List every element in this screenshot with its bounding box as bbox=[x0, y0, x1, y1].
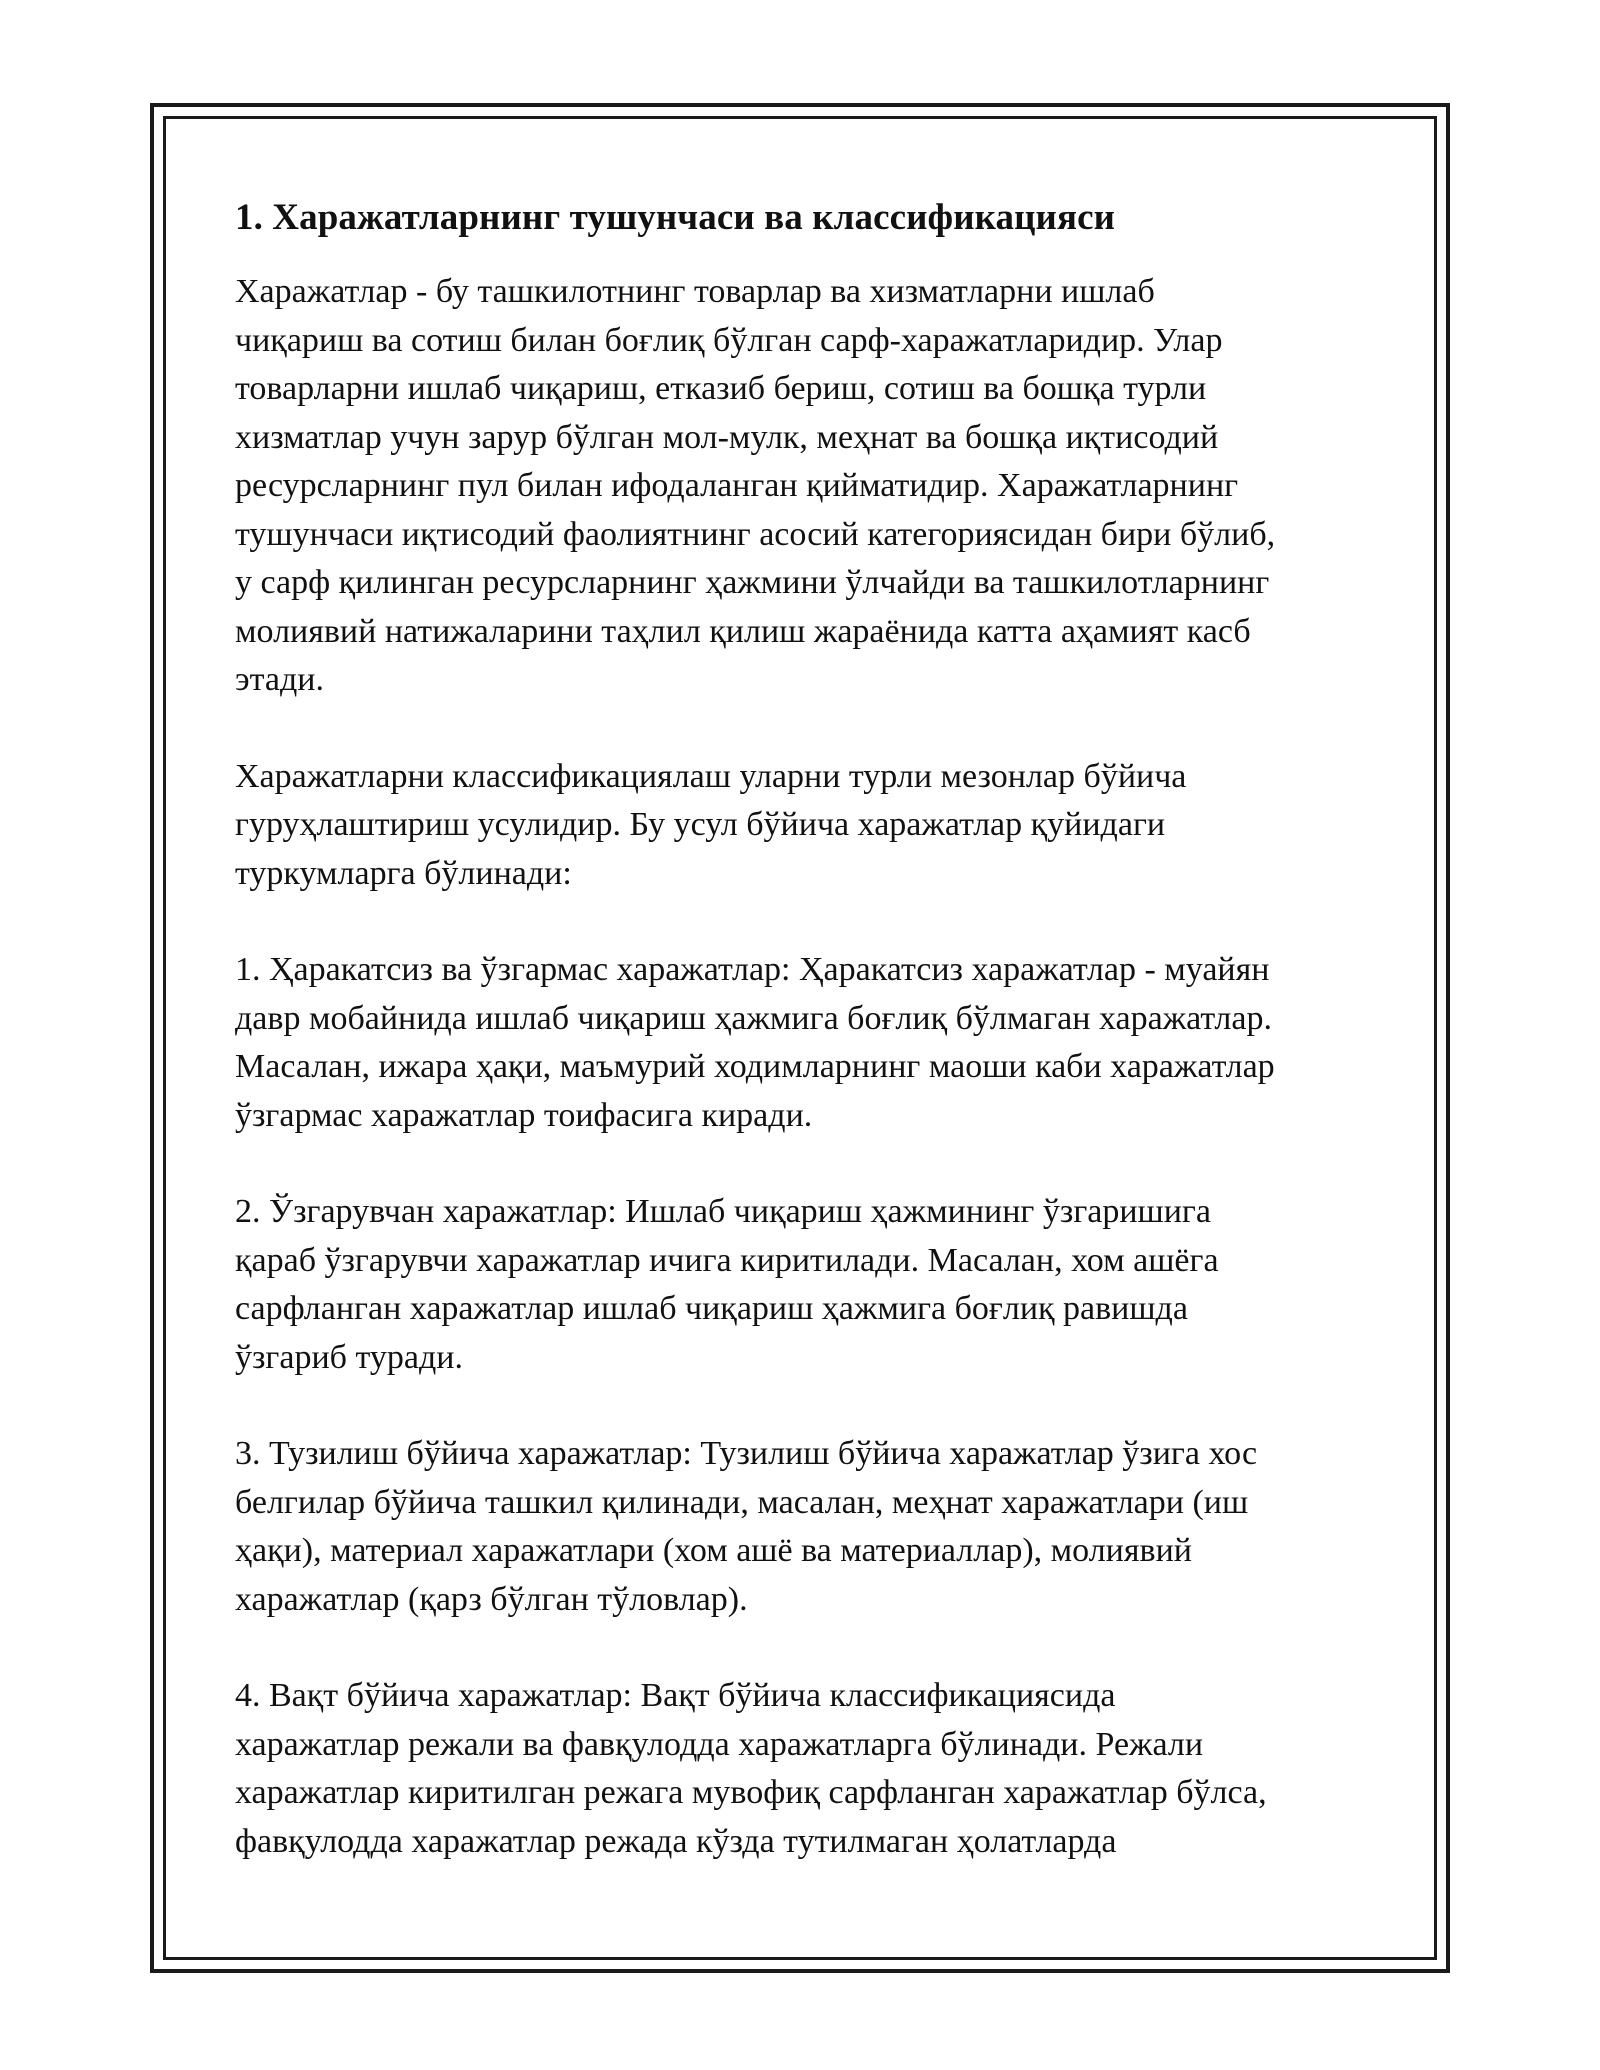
paragraph-classification-intro: Харажатларни классификациялаш уларни турли мезонлар бўйича гуруҳлаштириш усулидир. Бу усул бўйича харажатлар қуйидаги туркумларга бўлинади: bbox=[235, 757, 1187, 892]
document-body bbox=[235, 190, 1395, 1914]
section-title: 1. Харажатларнинг тушунчаси ва классификацияси bbox=[235, 197, 1116, 238]
paragraph-definition: Харажатлар - бу ташкилотнинг товарлар ва хизматларни ишлаб чиқариш ва сотиш билан боғлиқ бўлган сарф-харажатларидир. Улар товарларни ишлаб чиқариш, етказиб бериш, сотиш ва бошқа турли хизматлар учун зарур бўлган мол-мулк, меҳнат ва бошқа иқтисодий ресурсларнинг пул билан ифодаланган қийматидир. Харажатларнинг тушунчаси иқтисодий фаолиятнинг асосий категориясидан бири бўлиб, у сарф қилинган ресурсларнинг ҳажмини ўлчайди ва ташкилотларнинг молиявий натижаларини таҳлил қилиш жараёнида катта аҳамият касб этади. bbox=[235, 273, 1276, 698]
paragraph-fixed-costs: 1. Ҳаракатсиз ва ўзгармас харажатлар: Ҳаракатсиз харажатлар - муайян давр мобайнида ишлаб чиқариш ҳажмига боғлиқ бўлмаган харажатлар. Масалан, ижара ҳақи, маъмурий ходимларнинг маоши каби харажатлар ўзгармас харажатлар тоифасига киради. bbox=[235, 951, 1275, 1134]
paragraph-variable-costs: 2. Ўзгарувчан харажатлар: Ишлаб чиқариш ҳажмининг ўзгаришига қараб ўзгарувчи харажатлар ичига киритилади. Масалан, хом ашёга сарфланган харажатлар ишлаб чиқариш ҳажмига боғлиқ равишда ўзгариб туради. bbox=[235, 1193, 1219, 1376]
paragraph-structure-costs: 3. Тузилиш бўйича харажатлар: Тузилиш бўйича харажатлар ўзига хос белгилар бўйича ташкил қилинади, масалан, меҳнат харажатлари (иш ҳақи), материал харажатлари (хом ашё ва материаллар), молиявий харажатлар (қарз бўлган тўловлар). bbox=[235, 1435, 1258, 1618]
paragraph-time-costs: 4. Вақт бўйича харажатлар: Вақт бўйича классификациясида харажатлар режали ва фавқулодда харажатларга бўлинади. Режали харажатлар киритилган режага мувофиқ сарфланган харажатлар бўлса, фавқулодда харажатлар режада кўзда тутилмаган ҳолатларда bbox=[235, 1677, 1267, 1860]
